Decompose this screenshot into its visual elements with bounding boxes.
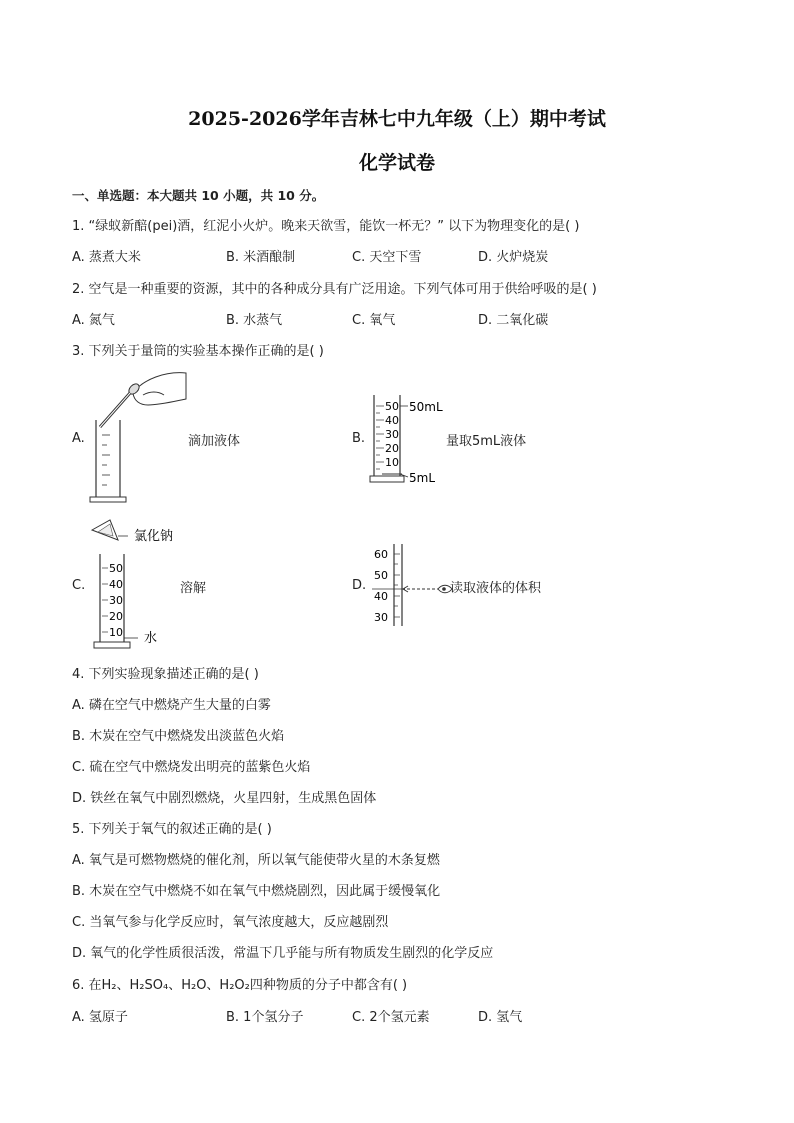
q6-option-c: C. 2个氢元素: [352, 1010, 430, 1025]
q4-option-d: D. 铁丝在氧气中剧烈燃烧，火星四射，生成黑色固体: [72, 791, 377, 806]
q3-option-a-letter: A.: [72, 431, 85, 446]
d-tick-40: 40: [374, 590, 388, 603]
d-tick-30: 30: [374, 611, 388, 624]
c-tick-10: 10: [109, 626, 123, 639]
b-tick-10: 10: [385, 456, 399, 469]
q3-option-c-caption: 溶解: [180, 581, 207, 596]
q1-option-b: B. 米酒酿制: [226, 250, 296, 265]
d-tick-50: 50: [374, 569, 388, 582]
q1-option-a: A. 蒸煮大米: [72, 250, 141, 265]
b-tick-50: 50: [385, 400, 399, 413]
d-tick-60: 60: [374, 548, 388, 561]
b-tick-20: 20: [385, 442, 399, 455]
b-tick-30: 30: [385, 428, 399, 441]
question-2-stem: 2. 空气是一种重要的资源，其中的各种成分具有广泛用途。下列气体可用于供给呼吸的是( ): [72, 282, 597, 297]
c-tick-20: 20: [109, 610, 123, 623]
c-tick-40: 40: [109, 578, 123, 591]
q2-option-c: C. 氧气: [352, 313, 396, 328]
section-heading: 一、单选题：本大题共 10 小题，共 10 分。: [72, 188, 325, 203]
b-label-50ml: 50mL: [409, 400, 443, 414]
q6-option-d: D. 氢气: [478, 1010, 523, 1025]
graduated-cylinder: [96, 420, 120, 497]
exam-subtitle: 化学试卷: [358, 152, 435, 174]
q3-figure-d-reading-volume: [368, 542, 458, 628]
q4-option-c: C. 硫在空气中燃烧发出明亮的蓝紫色火焰: [72, 760, 311, 775]
c-tick-50: 50: [109, 562, 123, 575]
q3-option-a-caption: 滴加液体: [188, 434, 241, 449]
q6-option-a: A. 氢原子: [72, 1010, 128, 1025]
question-3-stem: 3. 下列关于量筒的实验基本操作正确的是( ): [72, 344, 324, 359]
q3-option-d-caption: 读取液体的体积: [450, 581, 542, 596]
b-label-5ml: 5mL: [409, 471, 436, 485]
q5-option-a: A. 氧气是可燃物燃烧的催化剂，所以氧气能使带火星的木条复燃: [72, 853, 440, 868]
q4-option-b: B. 木炭在空气中燃烧发出淡蓝色火焰: [72, 729, 285, 744]
c-label-salt: 氯化钠: [134, 529, 174, 544]
q4-option-a: A. 磷在空气中燃烧产生大量的白雾: [72, 698, 271, 713]
hand-illustration: [133, 373, 186, 405]
question-5-stem: 5. 下列关于氧气的叙述正确的是( ): [72, 822, 272, 837]
q3-option-c-letter: C.: [72, 578, 86, 593]
q1-option-d: D. 火炉烧炭: [478, 250, 549, 265]
question-6-stem: 6. 在H₂、H₂SO₄、H₂O、H₂O₂四种物质的分子中都含有( ): [72, 978, 408, 993]
b-tick-40: 40: [385, 414, 399, 427]
question-1-stem: 1. “绿蚁新醅(pei)酒，红泥小火炉。晚来天欲雪，能饮一杯无？” 以下为物理变化的是( ): [72, 219, 580, 234]
q3-figure-b-50ml-cylinder: [368, 390, 448, 490]
q5-option-b: B. 木炭在空气中燃烧不如在氧气中燃烧剧烈，因此属于缓慢氧化: [72, 884, 441, 899]
q3-option-d-letter: D.: [352, 578, 367, 593]
q3-option-b-caption: 量取5mL液体: [446, 434, 527, 449]
q5-option-c: C. 当氧气参与化学反应时，氧气浓度越大，反应越剧烈: [72, 915, 389, 930]
q2-option-d: D. 二氧化碳: [478, 313, 549, 328]
q2-option-b: B. 水蒸气: [226, 313, 283, 328]
exam-title: 2025-2026学年吉林七中九年级（上）期中考试: [188, 108, 606, 130]
q1-option-c: C. 天空下雪: [352, 250, 422, 265]
q3-figure-a-dropper-in-cylinder: [88, 365, 188, 510]
q5-option-d: D. 氧气的化学性质很活泼，常温下几乎能与所有物质发生剧烈的化学反应: [72, 946, 494, 961]
c-tick-30: 30: [109, 594, 123, 607]
q3-option-b-letter: B.: [352, 431, 366, 446]
c-label-water: 水: [144, 631, 158, 646]
q6-option-b: B. 1个氢分子: [226, 1010, 304, 1025]
q2-option-a: A. 氮气: [72, 313, 115, 328]
question-4-stem: 4. 下列实验现象描述正确的是( ): [72, 667, 259, 682]
